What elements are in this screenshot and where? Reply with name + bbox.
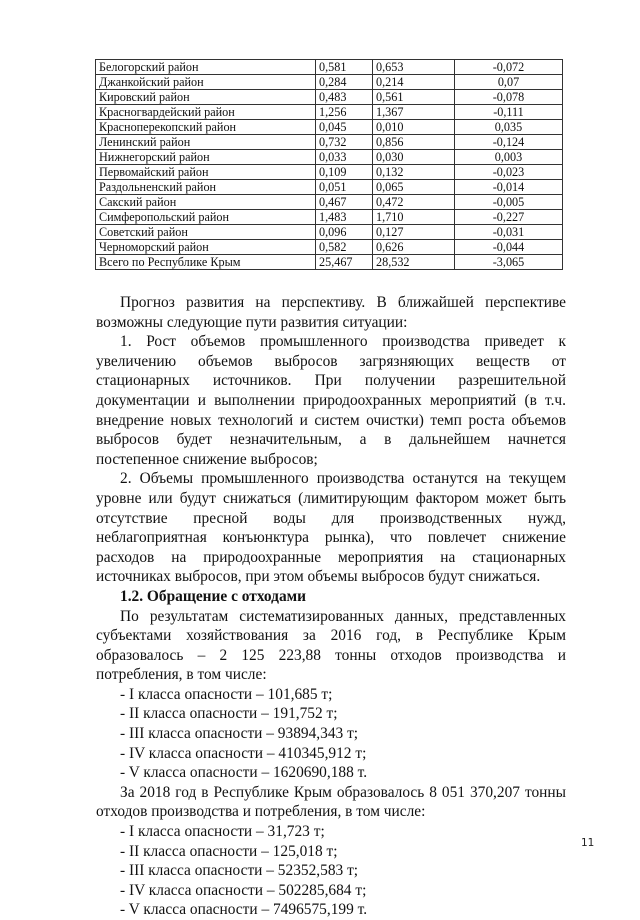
value-2-cell: 0,030 — [373, 150, 455, 165]
district-name-cell: Белогорский район — [96, 60, 316, 75]
value-1-cell: 0,483 — [316, 90, 373, 105]
value-2-cell: 0,065 — [373, 180, 455, 195]
waste-2016-item: - V класса опасности – 1620690,188 т. — [120, 764, 368, 782]
forecast-point-1: 1. Рост объемов промышленного производства приведет к увеличению объемов выбросов загрязняющих веществ от стационарных источников. При получении разрешительной документации и выполнении природоохранных мероприятий (в т.ч. внедрение новых технологий и систем очистки) темп роста объемов выбросов будет незначительным, а в дальнейшем начнется постепенное снижение выбросов; — [96, 333, 566, 468]
district-name-cell: Сакский район — [96, 195, 316, 210]
waste-2018-item: - I класса опасности – 31,723 т; — [120, 823, 325, 841]
value-1-cell: 1,256 — [316, 105, 373, 120]
waste-2018-item: - IV класса опасности – 502285,684 т; — [120, 881, 367, 899]
difference-cell: -0,014 — [455, 180, 563, 195]
value-2-cell: 0,626 — [373, 240, 455, 255]
value-2-cell: 0,214 — [373, 75, 455, 90]
value-1-cell: 0,033 — [316, 150, 373, 165]
value-1-cell: 0,581 — [316, 60, 373, 75]
table-row — [96, 150, 563, 165]
forecast-intro: Прогноз развития на перспективу. В ближайшей перспективе возможны следующие пути развития ситуации: — [96, 294, 566, 331]
forecast-point-2: 2. Объемы промышленного производства останутся на текущем уровне или будут снижаться (лимитирующим фактором может быть отсутствие пресной воды для производственных нужд, неблагоприятная конъюнктура рынка), что повлечет снижение расходов на природоохранные мероприятия на стационарных источниках выбросов, при этом объемы выбросов будут снижаться. — [96, 470, 566, 586]
difference-cell: -0,227 — [455, 210, 563, 225]
table-row — [96, 120, 563, 135]
waste-2016-item: - IV класса опасности – 410345,912 т; — [120, 744, 367, 762]
value-1-cell: 0,732 — [316, 135, 373, 150]
difference-cell: 0,035 — [455, 120, 563, 135]
waste-2016-intro: По результатам систематизированных данных, представленных субъектами хозяйствования за 2016 год, в Республике Крым образовалось – 2 125 223,88 тонны отходов производства и потребления, в том числе: — [96, 607, 566, 684]
table-row — [96, 180, 563, 195]
waste-2018-item: - V класса опасности – 7496575,199 т. — [120, 901, 368, 919]
difference-cell: -0,005 — [455, 195, 563, 210]
difference-cell: 0,07 — [455, 75, 563, 90]
district-name-cell: Ленинский район — [96, 135, 316, 150]
value-2-cell: 0,127 — [373, 225, 455, 240]
difference-cell: -0,111 — [455, 105, 563, 120]
value-2-cell: 0,472 — [373, 195, 455, 210]
value-2-cell: 0,561 — [373, 90, 455, 105]
difference-cell: -0,023 — [455, 165, 563, 180]
table-row — [96, 135, 563, 150]
value-1-cell: 0,096 — [316, 225, 373, 240]
table-row — [96, 255, 563, 270]
page-number: 11 — [581, 837, 595, 849]
emissions-table-body — [96, 60, 563, 270]
district-name-cell: Первомайский район — [96, 165, 316, 180]
table-row — [96, 60, 563, 75]
district-name-cell: Нижнегорский район — [96, 150, 316, 165]
difference-cell: -0,078 — [455, 90, 563, 105]
difference-cell: -0,044 — [455, 240, 563, 255]
section-heading: 1.2. Обращение с отходами — [120, 587, 307, 605]
table-row — [96, 105, 563, 120]
value-1-cell: 0,109 — [316, 165, 373, 180]
district-name-cell: Красногвардейский район — [96, 105, 316, 120]
difference-cell: -3,065 — [455, 255, 563, 270]
value-2-cell: 1,710 — [373, 210, 455, 225]
district-name-cell: Раздольненский район — [96, 180, 316, 195]
table-row — [96, 195, 563, 210]
table-row — [96, 75, 563, 90]
waste-2016-item: - II класса опасности – 191,752 т; — [120, 705, 338, 723]
value-1-cell: 0,284 — [316, 75, 373, 90]
value-2-cell: 28,532 — [373, 255, 455, 270]
waste-2016-item: - I класса опасности – 101,685 т; — [120, 685, 333, 703]
table-row — [96, 225, 563, 240]
difference-cell: -0,124 — [455, 135, 563, 150]
table-row — [96, 90, 563, 105]
district-name-cell: Красноперекопский район — [96, 120, 316, 135]
value-2-cell: 1,367 — [373, 105, 455, 120]
table-row — [96, 240, 563, 255]
value-1-cell: 0,582 — [316, 240, 373, 255]
emissions-table — [95, 59, 563, 270]
district-name-cell: Всего по Республике Крым — [96, 255, 316, 270]
waste-2018-intro: За 2018 год в Республике Крым образовалось 8 051 370,207 тонны отходов производства и потребления, в том числе: — [96, 783, 566, 821]
document-body — [96, 293, 566, 920]
value-2-cell: 0,653 — [373, 60, 455, 75]
value-2-cell: 0,010 — [373, 120, 455, 135]
district-name-cell: Кировский район — [96, 90, 316, 105]
value-1-cell: 0,051 — [316, 180, 373, 195]
value-2-cell: 0,132 — [373, 165, 455, 180]
district-name-cell: Симферопольский район — [96, 210, 316, 225]
difference-cell: -0,031 — [455, 225, 563, 240]
district-name-cell: Черноморский район — [96, 240, 316, 255]
value-1-cell: 1,483 — [316, 210, 373, 225]
table-row — [96, 165, 563, 180]
value-1-cell: 25,467 — [316, 255, 373, 270]
value-1-cell: 0,467 — [316, 195, 373, 210]
waste-2018-item: - III класса опасности – 52352,583 т; — [120, 862, 359, 880]
district-name-cell: Джанкойский район — [96, 75, 316, 90]
difference-cell: 0,003 — [455, 150, 563, 165]
value-2-cell: 0,856 — [373, 135, 455, 150]
waste-2016-item: - III класса опасности – 93894,343 т; — [120, 725, 359, 743]
difference-cell: -0,072 — [455, 60, 563, 75]
waste-2018-item: - II класса опасности – 125,018 т; — [120, 842, 338, 860]
value-1-cell: 0,045 — [316, 120, 373, 135]
district-name-cell: Советский район — [96, 225, 316, 240]
table-row — [96, 210, 563, 225]
